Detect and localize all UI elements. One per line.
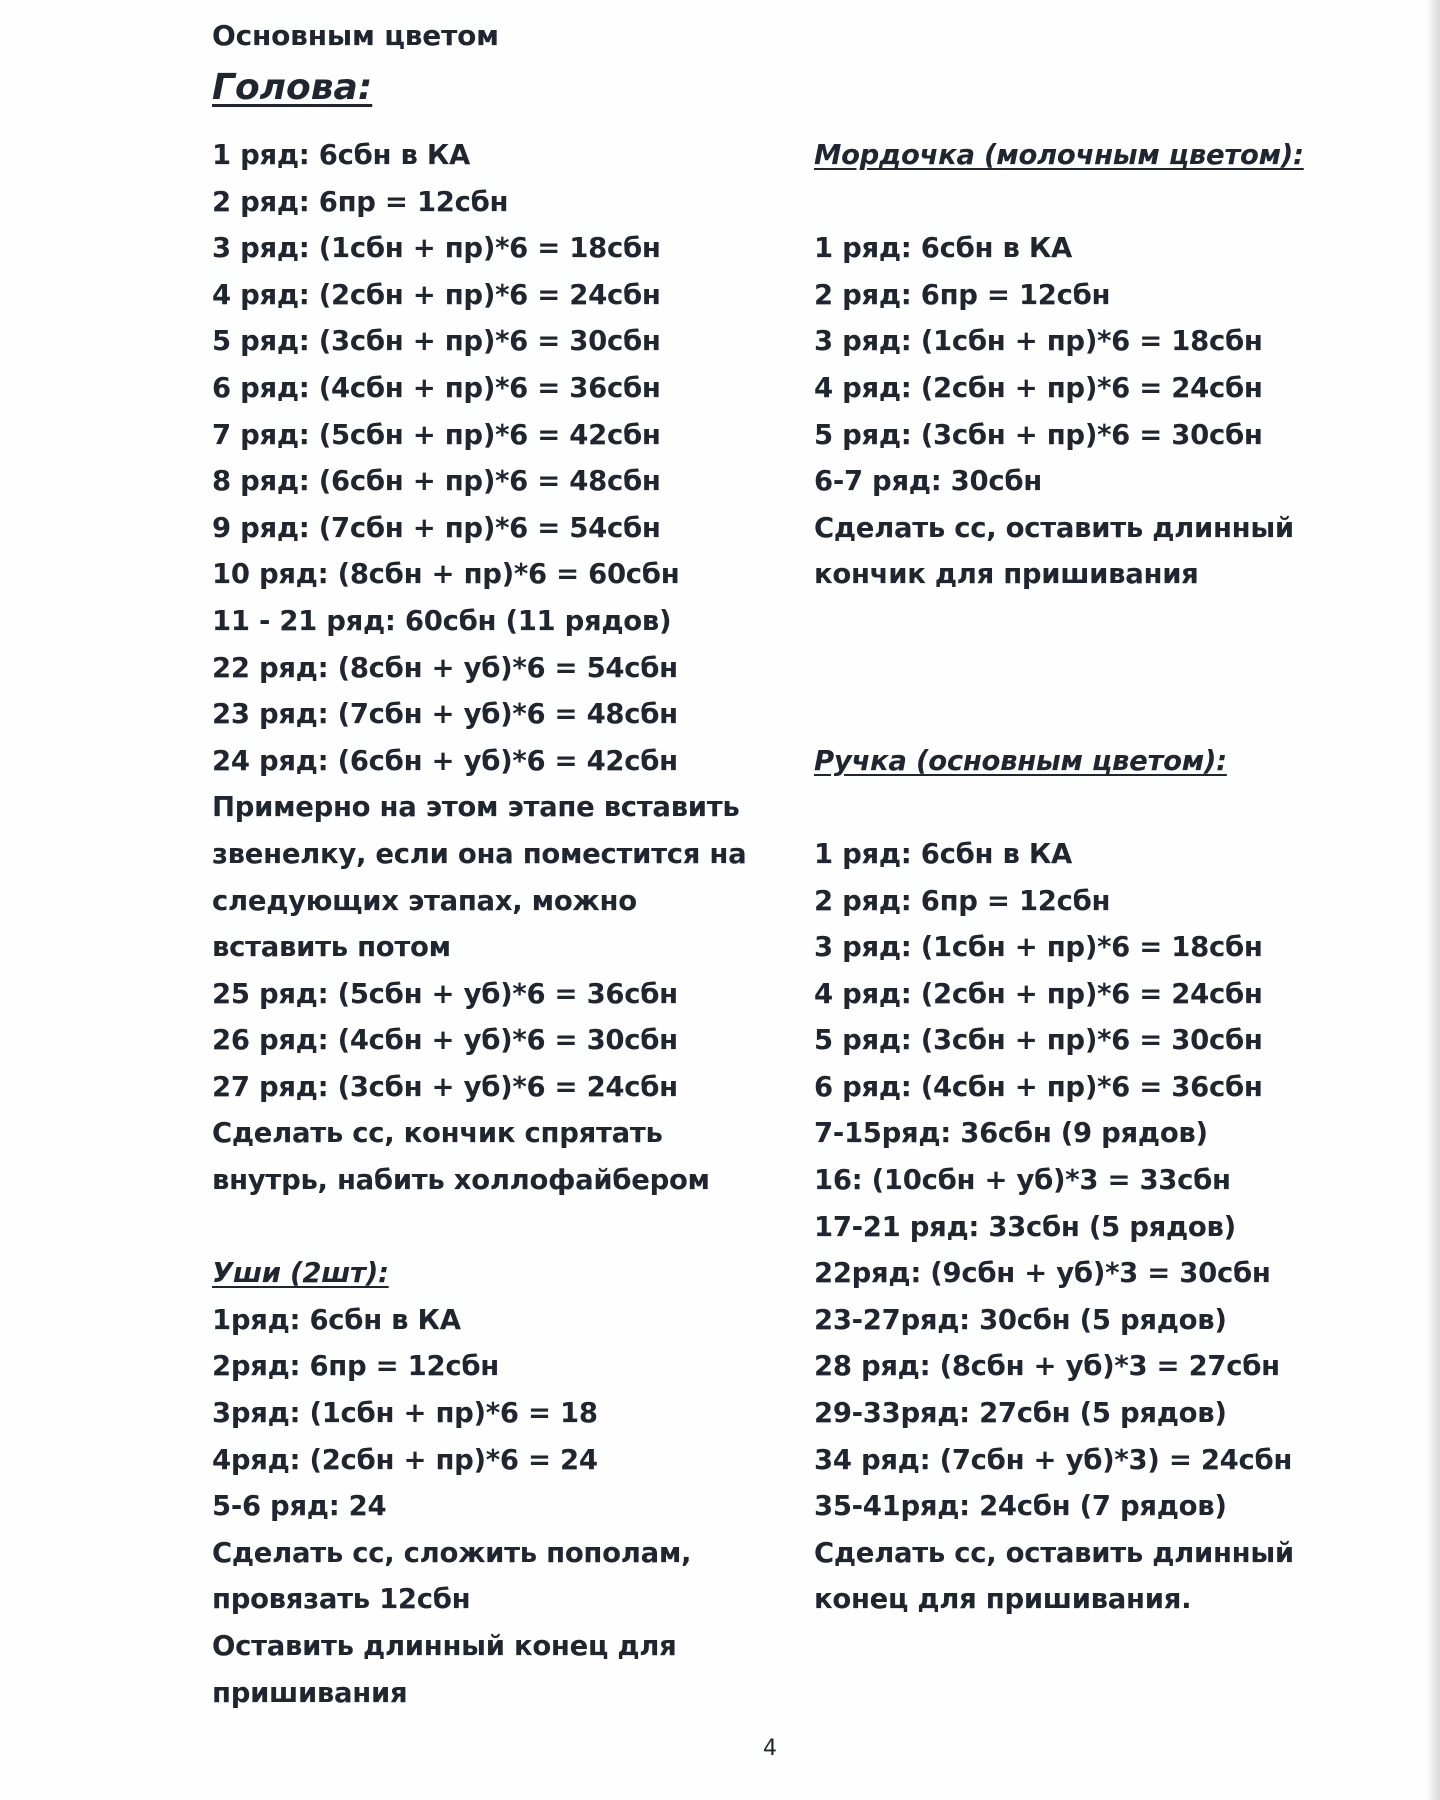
instruction-text: Оставить длинный конец для — [212, 1630, 677, 1662]
instruction-text: Сделать сс, кончик спрятать — [212, 1117, 663, 1150]
pattern-row: 17-21 ряд: 33сбн (5 рядов) — [814, 1210, 1236, 1243]
pattern-row: 6-7 ряд: 30сбн — [814, 465, 1042, 498]
pattern-row: 26 ряд: (4сбн + уб)*6 = 30сбн — [212, 1024, 678, 1057]
pattern-row: 1 ряд: 6сбн в КА — [212, 139, 470, 171]
pattern-row: 3 ряд: (1сбн + пр)*6 = 18сбн — [814, 325, 1263, 358]
pattern-row: 7 ряд: (5сбн + пр)*6 = 42сбн — [212, 418, 661, 451]
pattern-row: 23 ряд: (7сбн + уб)*6 = 48сбн — [212, 698, 678, 731]
pattern-row: 23-27ряд: 30сбн (5 рядов) — [814, 1303, 1227, 1336]
section-spacer — [814, 179, 1304, 226]
pattern-row: 1 ряд: 6сбн в КА — [814, 837, 1072, 870]
pattern-row: 2 ряд: 6пр = 12сбн — [212, 185, 509, 218]
pattern-row: 5 ряд: (3сбн + пр)*6 = 30сбн — [212, 325, 661, 358]
pattern-row: 2ряд: 6пр = 12сбн — [212, 1350, 499, 1383]
pattern-row: 8 ряд: (6сбн + пр)*6 = 48сбн — [212, 465, 661, 498]
pattern-row: 11 - 21 ряд: 60сбн (11 рядов) — [212, 604, 672, 637]
pattern-row: 1 ряд: 6сбн в КА — [814, 232, 1072, 265]
instruction-text: пришивания — [212, 1676, 408, 1709]
section-spacer — [814, 645, 1304, 692]
pattern-row: 4 ряд: (2сбн + пр)*6 = 24сбн — [814, 977, 1263, 1010]
pattern-row: 6 ряд: (4сбн + пр)*6 = 36сбн — [212, 371, 661, 404]
instruction-text: кончик для пришивания — [814, 558, 1199, 591]
pattern-row: 35-41ряд: 24сбн (7 рядов) — [814, 1490, 1227, 1523]
section-spacer — [814, 784, 1304, 831]
pattern-row: 7-15ряд: 36сбн (9 рядов) — [814, 1117, 1208, 1150]
pattern-row: 27 ряд: (3сбн + уб)*6 = 24сбн — [212, 1070, 678, 1103]
instruction-text: вставить потом — [212, 931, 451, 964]
pattern-row: 24 ряд: (6сбн + уб)*6 = 42сбн — [212, 744, 678, 777]
pattern-row: 5-6 ряд: 24 — [212, 1490, 387, 1523]
instruction-text: Сделать сс, сложить пополам, — [212, 1536, 692, 1569]
pattern-row: 3 ряд: (1сбн + пр)*6 = 18сбн — [814, 931, 1263, 964]
section-heading-muzzle: Мордочка (молочным цветом): — [814, 139, 1304, 171]
left-column — [212, 132, 746, 1716]
pattern-row: 2 ряд: 6пр = 12сбн — [814, 278, 1111, 311]
pattern-row: 25 ряд: (5сбн + уб)*6 = 36сбн — [212, 977, 678, 1010]
pattern-row: 4 ряд: (2сбн + пр)*6 = 24сбн — [814, 371, 1263, 404]
instruction-text: внутрь, набить холлофайбером — [212, 1164, 710, 1197]
document-subtitle: Основным цветом — [212, 19, 499, 52]
section-heading-handle: Ручка (основным цветом): — [814, 744, 1227, 777]
instruction-text: Сделать сс, оставить длинный — [814, 1536, 1294, 1569]
instruction-text: Примерно на этом этапе вставить — [212, 791, 740, 824]
pattern-row: 28 ряд: (8сбн + уб)*3 = 27сбн — [814, 1350, 1280, 1383]
section-spacer — [814, 691, 1304, 738]
instruction-text: конец для пришивания. — [814, 1583, 1192, 1616]
section-spacer — [212, 1204, 746, 1251]
pattern-row: 29-33ряд: 27сбн (5 рядов) — [814, 1397, 1227, 1430]
pattern-row: 16: (10сбн + уб)*3 = 33сбн — [814, 1164, 1231, 1197]
pattern-row: 22 ряд: (8сбн + уб)*6 = 54сбн — [212, 651, 678, 684]
pattern-row: 4ряд: (2сбн + пр)*6 = 24 — [212, 1443, 598, 1476]
pattern-row: 3ряд: (1сбн + пр)*6 = 18 — [212, 1397, 598, 1430]
page-edge-shadow — [1426, 0, 1440, 1800]
section-spacer — [814, 598, 1304, 645]
pattern-row: 34 ряд: (7сбн + уб)*3) = 24сбн — [814, 1443, 1293, 1476]
section-heading-ears: Уши (2шт): — [212, 1257, 389, 1290]
pattern-row: 3 ряд: (1сбн + пр)*6 = 18сбн — [212, 232, 661, 265]
pattern-row: 2 ряд: 6пр = 12сбн — [814, 884, 1111, 917]
instruction-text: следующих этапах, можно — [212, 884, 637, 917]
pattern-row: 22ряд: (9сбн + уб)*3 = 30сбн — [814, 1257, 1271, 1290]
pattern-row: 1ряд: 6сбн в КА — [212, 1303, 461, 1336]
pattern-row: 9 ряд: (7сбн + пр)*6 = 54сбн — [212, 511, 661, 544]
pattern-row: 10 ряд: (8сбн + пр)*6 = 60сбн — [212, 558, 680, 591]
instruction-text: Сделать сс, оставить длинный — [814, 511, 1294, 544]
instruction-text: звенелку, если она поместится на — [212, 837, 747, 870]
pattern-row: 4 ряд: (2сбн + пр)*6 = 24сбн — [212, 278, 661, 311]
right-column — [814, 132, 1304, 1623]
pattern-row: 5 ряд: (3сбн + пр)*6 = 30сбн — [814, 418, 1263, 451]
page-number: 4 — [763, 1736, 777, 1761]
pattern-row: 5 ряд: (3сбн + пр)*6 = 30сбн — [814, 1024, 1263, 1057]
instruction-text: провязать 12сбн — [212, 1583, 471, 1616]
pattern-row: 6 ряд: (4сбн + пр)*6 = 36сбн — [814, 1070, 1263, 1103]
section-title-head: Голова: — [212, 67, 373, 108]
